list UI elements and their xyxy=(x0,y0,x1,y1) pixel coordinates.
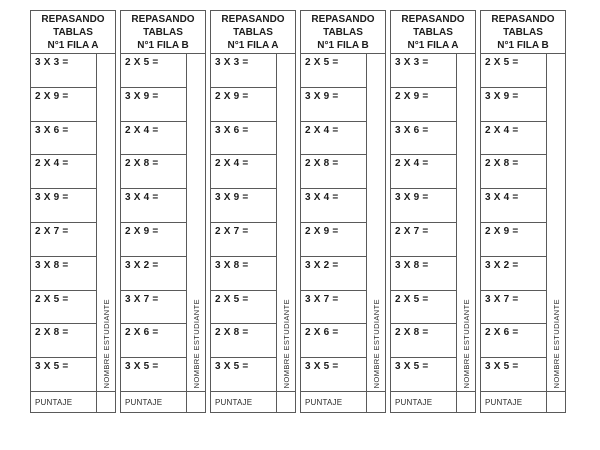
problem-cell: 2 X 9 = xyxy=(481,223,546,257)
problem-cell: 3 X 9 = xyxy=(121,88,186,122)
student-name-strip xyxy=(187,54,205,391)
quiz-column-body xyxy=(121,54,205,391)
problem-cell: 2 X 7 = xyxy=(31,223,96,257)
problem-cell: 3 X 9 = xyxy=(481,88,546,122)
problem-cell: 3 X 6 = xyxy=(31,122,96,156)
problem-cell: 2 X 5 = xyxy=(121,54,186,88)
score-answer-cell xyxy=(187,392,205,412)
problem-cell: 2 X 4 = xyxy=(481,122,546,156)
header-title-line-1: REPASANDO xyxy=(311,14,375,25)
score-answer-cell xyxy=(97,392,115,412)
header-title-line-3: N°1 FILA B xyxy=(137,40,189,51)
score-row xyxy=(211,391,295,412)
header-title-line-3: N°1 FILA B xyxy=(497,40,549,51)
header-title-line-1: REPASANDO xyxy=(131,14,195,25)
header-title-line-3: N°1 FILA A xyxy=(407,40,459,51)
problem-cell: 3 X 5 = xyxy=(125,361,159,373)
problem-cell: 3 X 4 = xyxy=(301,189,366,223)
quiz-column-body xyxy=(211,54,295,391)
problems-list xyxy=(481,54,547,391)
problem-cell: 2 X 9 = xyxy=(301,223,366,257)
quiz-column-header xyxy=(301,11,385,54)
header-title-line-2: TABLAS xyxy=(503,27,543,38)
quiz-column-body xyxy=(301,54,385,391)
quiz-column xyxy=(30,10,116,413)
quiz-column-body xyxy=(31,54,115,391)
score-label: PUNTAJE xyxy=(31,392,97,412)
problem-cell: 2 X 5 = xyxy=(211,291,276,325)
problem-cell: 2 X 6 = xyxy=(481,324,546,358)
header-title-line-1: REPASANDO xyxy=(41,14,105,25)
problem-cell: 2 X 9 = xyxy=(31,88,96,122)
quiz-column xyxy=(390,10,476,413)
quiz-column-header xyxy=(211,11,295,54)
problem-cell: 2 X 9 = xyxy=(211,88,276,122)
problem-cell: 2 X 7 = xyxy=(211,223,276,257)
problem-cell: 2 X 4 = xyxy=(31,155,96,189)
problem-cell: 2 X 5 = xyxy=(301,54,366,88)
problem-cell: 2 X 4 = xyxy=(211,155,276,189)
student-name-label: NOMBRE ESTUDIANTE xyxy=(281,298,291,388)
student-name-strip xyxy=(457,54,475,391)
header-title-line-3: N°1 FILA A xyxy=(47,40,99,51)
problem-cell: 3 X 4 = xyxy=(121,189,186,223)
problem-cell: 3 X 5 = xyxy=(215,361,249,373)
header-title-line-2: TABLAS xyxy=(413,27,453,38)
problem-cell: 2 X 4 = xyxy=(301,122,366,156)
problem-cell: 2 X 4 = xyxy=(391,155,456,189)
student-name-strip xyxy=(277,54,295,391)
score-row xyxy=(481,391,565,412)
problem-cell: 3 X 8 = xyxy=(31,257,96,291)
score-row xyxy=(31,391,115,412)
problem-cell: 2 X 7 = xyxy=(391,223,456,257)
problem-cell: 2 X 8 = xyxy=(301,155,366,189)
score-row xyxy=(121,391,205,412)
quiz-column xyxy=(210,10,296,413)
student-name-label: NOMBRE ESTUDIANTE xyxy=(551,298,561,388)
header-title-line-1: REPASANDO xyxy=(221,14,285,25)
problem-cell: 3 X 5 = xyxy=(305,361,339,373)
problem-cell: 2 X 8 = xyxy=(391,324,456,358)
quiz-column-header xyxy=(121,11,205,54)
quiz-column-body xyxy=(391,54,475,391)
problem-cell: 2 X 8 = xyxy=(31,324,96,358)
quiz-column xyxy=(300,10,386,413)
problems-list xyxy=(211,54,277,391)
header-title-line-3: N°1 FILA A xyxy=(227,40,279,51)
problem-cell: 3 X 9 = xyxy=(211,189,276,223)
problem-cell: 2 X 9 = xyxy=(391,88,456,122)
student-name-strip xyxy=(367,54,385,391)
score-row xyxy=(301,391,385,412)
problem-cell: 2 X 5 = xyxy=(31,291,96,325)
score-label: PUNTAJE xyxy=(481,392,547,412)
score-answer-cell xyxy=(547,392,565,412)
student-name-label: NOMBRE ESTUDIANTE xyxy=(461,298,471,388)
problem-cell: 3 X 9 = xyxy=(391,189,456,223)
problem-cell: 2 X 6 = xyxy=(301,324,366,358)
problem-cell: 2 X 8 = xyxy=(211,324,276,358)
student-name-strip xyxy=(97,54,115,391)
problems-list xyxy=(301,54,367,391)
problem-cell: 2 X 8 = xyxy=(121,155,186,189)
problem-cell: 3 X 5 = xyxy=(485,361,519,373)
problem-cell: 3 X 4 = xyxy=(481,189,546,223)
problem-cell: 3 X 2 = xyxy=(301,257,366,291)
problem-cell: 3 X 6 = xyxy=(211,122,276,156)
header-title-line-1: REPASANDO xyxy=(401,14,465,25)
problem-cell: 3 X 2 = xyxy=(121,257,186,291)
problems-list xyxy=(31,54,97,391)
problem-cell: 3 X 3 = xyxy=(31,54,96,88)
problem-cell: 3 X 7 = xyxy=(121,291,186,325)
problem-cell: 3 X 5 = xyxy=(35,361,69,373)
score-label: PUNTAJE xyxy=(211,392,277,412)
problem-cell: 3 X 2 = xyxy=(481,257,546,291)
problem-cell: 3 X 5 = xyxy=(395,361,429,373)
problem-cell: 3 X 9 = xyxy=(31,189,96,223)
problem-cell: 2 X 8 = xyxy=(481,155,546,189)
problems-list xyxy=(121,54,187,391)
score-answer-cell xyxy=(367,392,385,412)
problem-cell: 3 X 8 = xyxy=(211,257,276,291)
problem-cell: 2 X 5 = xyxy=(481,54,546,88)
quiz-column xyxy=(480,10,566,413)
problem-cell: 3 X 9 = xyxy=(301,88,366,122)
student-name-strip xyxy=(547,54,565,391)
student-name-label: NOMBRE ESTUDIANTE xyxy=(371,298,381,388)
score-label: PUNTAJE xyxy=(301,392,367,412)
score-answer-cell xyxy=(457,392,475,412)
quiz-column-header xyxy=(391,11,475,54)
score-label: PUNTAJE xyxy=(121,392,187,412)
score-answer-cell xyxy=(277,392,295,412)
header-title-line-2: TABLAS xyxy=(233,27,273,38)
header-title-line-2: TABLAS xyxy=(53,27,93,38)
problem-cell: 3 X 7 = xyxy=(301,291,366,325)
student-name-label: NOMBRE ESTUDIANTE xyxy=(191,298,201,388)
header-title-line-2: TABLAS xyxy=(323,27,363,38)
quiz-column-body xyxy=(481,54,565,391)
score-row xyxy=(391,391,475,412)
problem-cell: 3 X 3 = xyxy=(211,54,276,88)
problem-cell: 3 X 7 = xyxy=(481,291,546,325)
problem-cell: 2 X 6 = xyxy=(121,324,186,358)
header-title-line-1: REPASANDO xyxy=(491,14,555,25)
problem-cell: 2 X 4 = xyxy=(121,122,186,156)
problem-cell: 2 X 5 = xyxy=(391,291,456,325)
problem-cell: 3 X 8 = xyxy=(391,257,456,291)
header-title-line-3: N°1 FILA B xyxy=(317,40,369,51)
worksheet-table xyxy=(30,10,566,413)
student-name-label: NOMBRE ESTUDIANTE xyxy=(101,298,111,388)
quiz-column xyxy=(120,10,206,413)
problems-list xyxy=(391,54,457,391)
problem-cell: 3 X 3 = xyxy=(391,54,456,88)
score-label: PUNTAJE xyxy=(391,392,457,412)
problem-cell: 2 X 9 = xyxy=(121,223,186,257)
problem-cell: 3 X 6 = xyxy=(391,122,456,156)
quiz-column-header xyxy=(31,11,115,54)
quiz-column-header xyxy=(481,11,565,54)
header-title-line-2: TABLAS xyxy=(143,27,183,38)
